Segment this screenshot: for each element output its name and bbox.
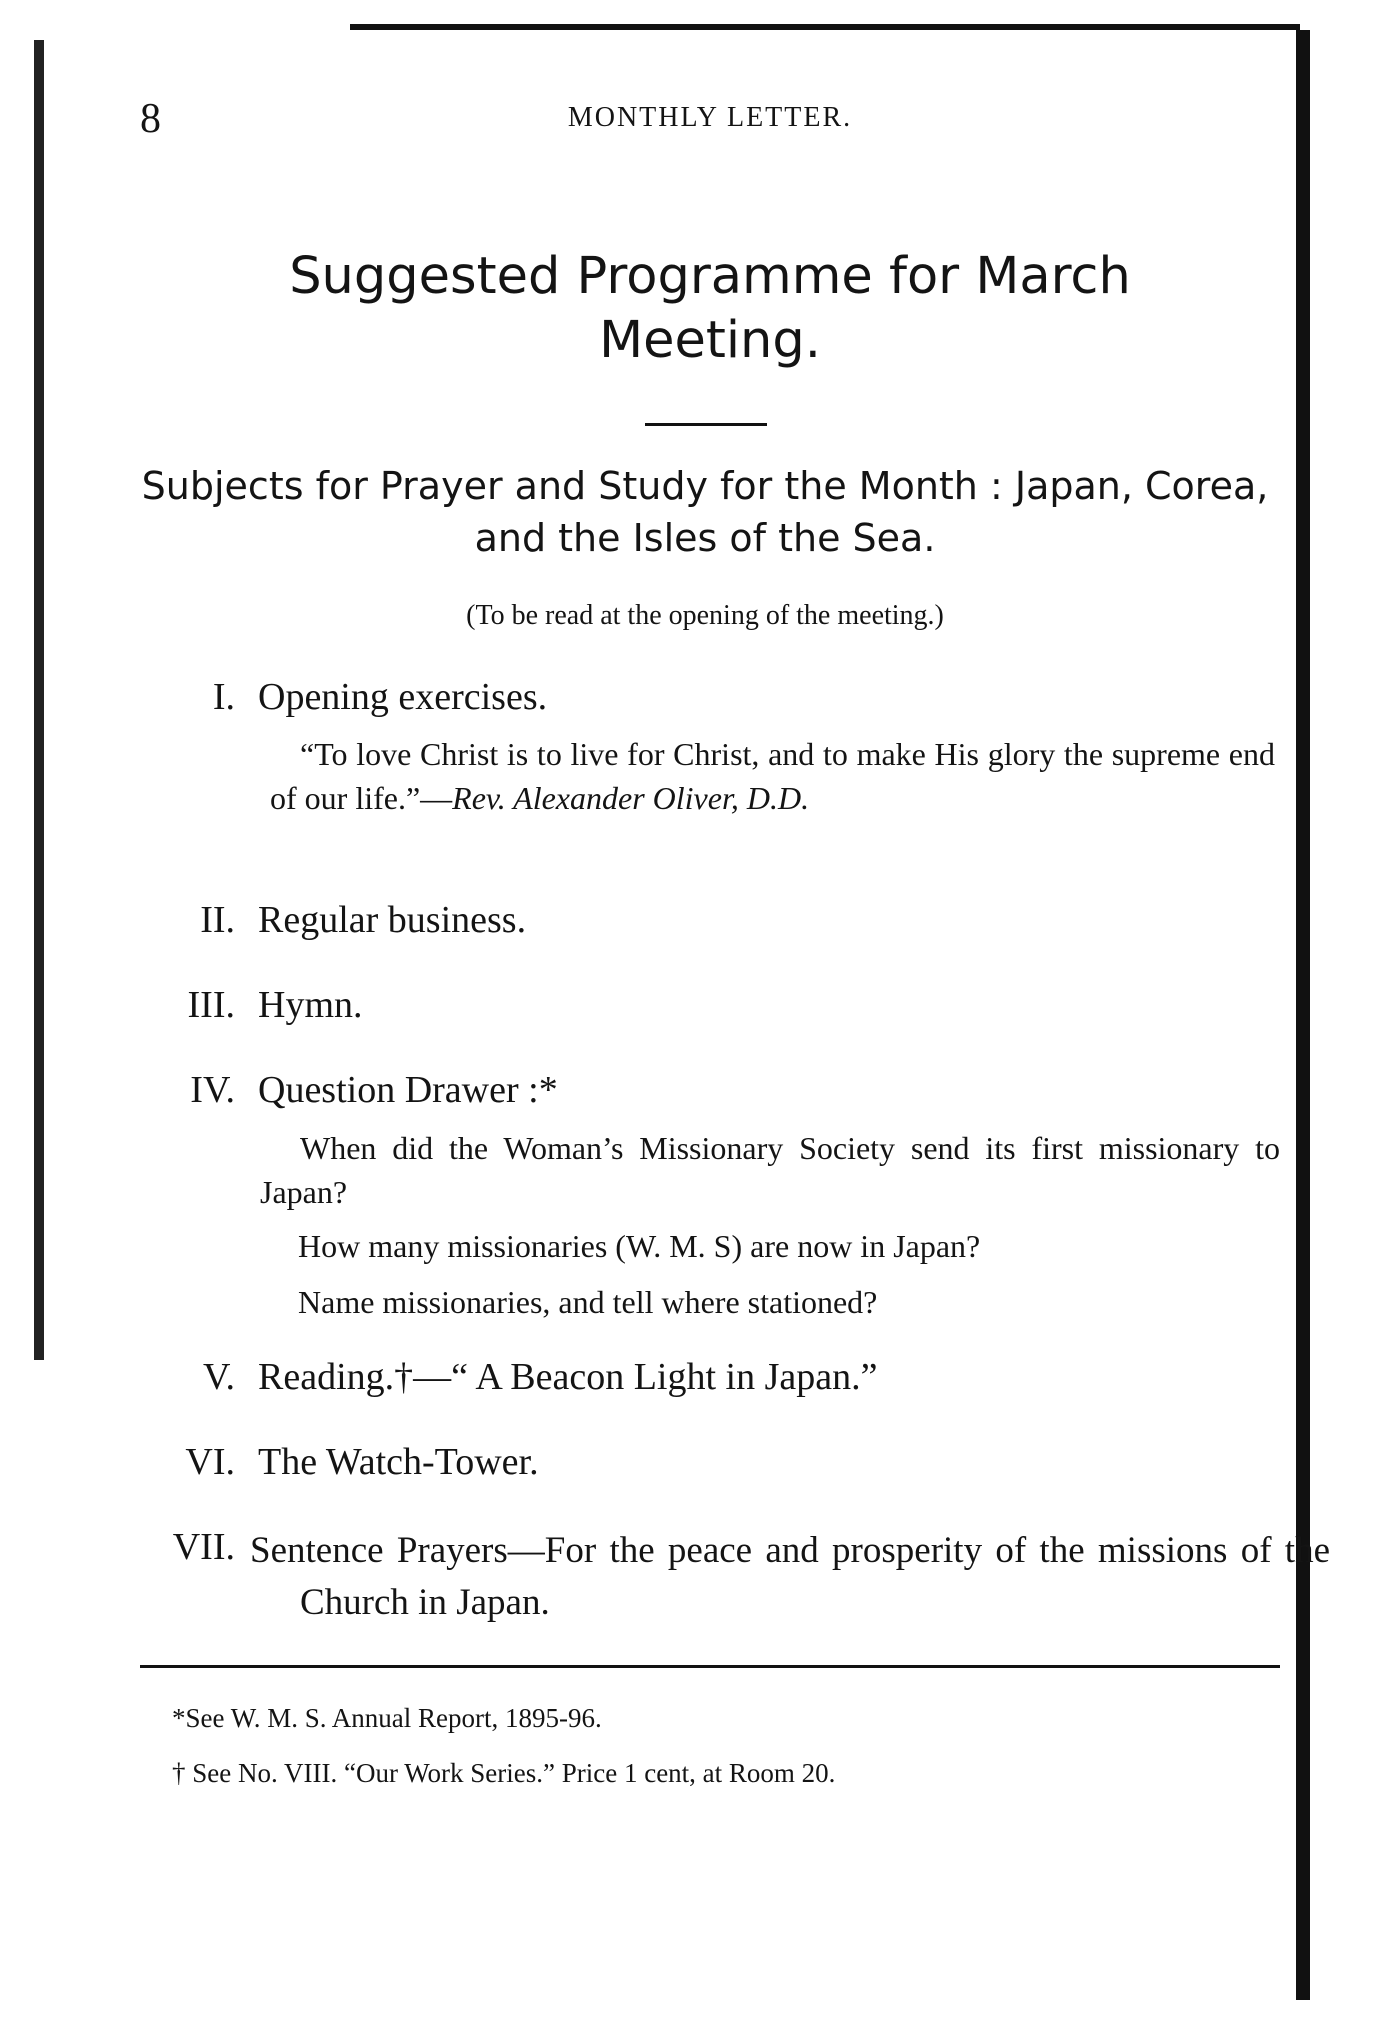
item-heading: Reading.†—“ A Beacon Light in Japan.” <box>258 1356 878 1398</box>
top-rule <box>350 24 1300 30</box>
title-rule <box>645 423 767 426</box>
item-heading: Hymn. <box>258 984 363 1026</box>
question-1: When did the Woman’s Missionary Society send its first missionary to Japan? <box>260 1130 1280 1210</box>
item-number: VII. <box>172 1526 235 1568</box>
right-edge-bar <box>1296 30 1310 2000</box>
reading-instruction: (To be read at the opening of the meeting.) <box>466 600 944 631</box>
page-title: Suggested Programme for March Meeting. <box>289 247 1131 370</box>
question-3: Name missionaries, and tell where stationed? <box>298 1284 878 1320</box>
item-number: I. <box>212 676 235 718</box>
quote-attribution: Rev. Alexander Oliver, D.D. <box>452 780 810 816</box>
item-heading: The Watch-Tower. <box>258 1441 539 1483</box>
subject-line: Subjects for Prayer and Study for the Month : Japan, Corea, and the Isles of the Sea. <box>141 464 1269 560</box>
opening-quote <box>270 732 1275 820</box>
footnote: *See W. M. S. Annual Report, 1895-96. <box>172 1703 602 1733</box>
running-title: MONTHLY LETTER. <box>567 102 853 133</box>
item-heading: Question Drawer :* <box>258 1069 558 1111</box>
footnote-rule <box>140 1665 1280 1668</box>
quote-text: “To love Christ is to live for Christ, and to make His glory the supreme end of our life.” <box>270 736 1275 816</box>
page-number: 8 <box>140 96 161 142</box>
item-number: IV. <box>190 1069 235 1111</box>
left-edge-bar <box>34 40 44 1360</box>
item-number: VI. <box>185 1441 235 1483</box>
item-number: V. <box>202 1356 235 1398</box>
footnote: † See No. VIII. “Our Work Series.” Price 1 cent, at Room 20. <box>172 1758 836 1788</box>
quote-dash: — <box>420 780 453 816</box>
item-number: III. <box>187 984 235 1026</box>
item-heading: Regular business. <box>258 899 527 941</box>
item-heading: Opening exercises. <box>258 676 548 718</box>
item-heading: Sentence Prayers—For the peace and prosperity of the missions of the Church in Japan. <box>250 1530 1330 1623</box>
item-number: II. <box>200 899 235 941</box>
question-2: How many missionaries (W. M. S) are now in Japan? <box>298 1228 981 1264</box>
